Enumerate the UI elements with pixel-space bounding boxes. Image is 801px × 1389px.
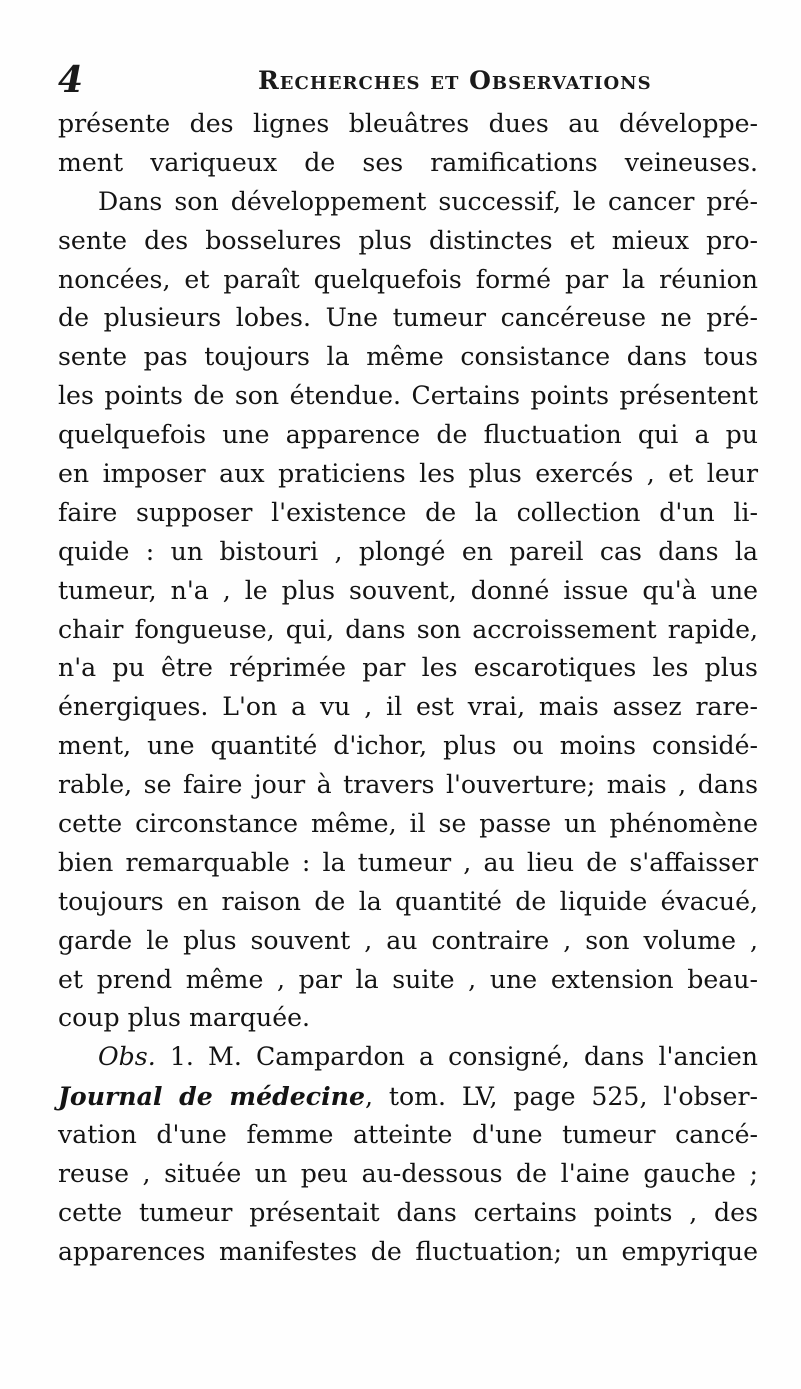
observation-label: Obs. xyxy=(98,1042,156,1072)
journal-title: Journal de médecine xyxy=(58,1081,365,1112)
text-line: et prend même , par la suite , une extension beau- xyxy=(58,964,758,994)
observation-text: , tom. LV, page 525, l'obser- xyxy=(364,1082,758,1112)
text-line: toujours en raison de la quantité de liquide évacué, xyxy=(58,886,758,916)
text-line: ment variqueux de ses ramifications veineuses. xyxy=(58,147,758,177)
text-line: ment, une quantité d'ichor, plus ou moins considé- xyxy=(58,731,758,761)
text-line: de plusieurs lobes. Une tumeur cancéreuse ne pré- xyxy=(58,303,758,333)
observation-line xyxy=(58,1038,758,1077)
text-line: quide : un bistouri , plongé en pareil cas dans la xyxy=(58,536,758,566)
text-line: présente des lignes bleuâtres dues au développe- xyxy=(58,109,758,138)
text-line: chair fongueuse, qui, dans son accroissement rapide, xyxy=(58,614,758,644)
text-line: les points de son étendue. Certains points présentent xyxy=(58,381,758,411)
text-line: rable, se faire jour à travers l'ouverture; mais , dans xyxy=(58,770,758,800)
page-header xyxy=(58,60,748,104)
text-line: en imposer aux praticiens les plus exercés , et leur xyxy=(58,459,758,489)
running-title: Recherches et Observations xyxy=(258,66,652,95)
text-line: cette circonstance même, il se passe un phénomène xyxy=(58,809,758,839)
text-line: tumeur, n'a , le plus souvent, donné issue qu'à une xyxy=(58,575,758,605)
text-line: quelquefois une apparence de fluctuation qui a pu xyxy=(58,420,758,450)
page-number: 4 xyxy=(58,59,84,101)
text-line: vation d'une femme atteinte d'une tumeur cancé- xyxy=(58,1120,758,1150)
text-line: faire supposer l'existence de la collection d'un li- xyxy=(58,497,758,527)
text-line: noncées, et paraît quelquefois formé par la réunion xyxy=(58,264,758,294)
text-line: sente pas toujours la même consistance dans tous xyxy=(58,342,758,372)
body-text xyxy=(58,105,758,1272)
observation-line xyxy=(58,1077,758,1116)
text-line: sente des bosselures plus distinctes et mieux pro- xyxy=(58,225,758,255)
text-line: bien remarquable : la tumeur , au lieu de s'affaisser xyxy=(58,847,758,877)
text-line: coup plus marquée. xyxy=(58,1003,311,1033)
text-line: cette tumeur présentait dans certains points , des xyxy=(58,1197,758,1227)
text-line: Dans son développement successif, le cancer pré- xyxy=(98,186,758,216)
text-line: n'a pu être réprimée par les escarotiques les plus xyxy=(58,653,758,683)
text-line: énergiques. L'on a vu , il est vrai, mais assez rare- xyxy=(58,692,758,722)
text-line: reuse , située un peu au-dessous de l'aine gauche ; xyxy=(58,1159,758,1189)
text-line: garde le plus souvent , au contraire , son volume , xyxy=(58,925,758,955)
text-line: apparences manifestes de fluctuation; un empyrique xyxy=(58,1236,758,1266)
observation-text: 1. M. Campardon a consigné, dans l'ancien xyxy=(155,1042,758,1072)
